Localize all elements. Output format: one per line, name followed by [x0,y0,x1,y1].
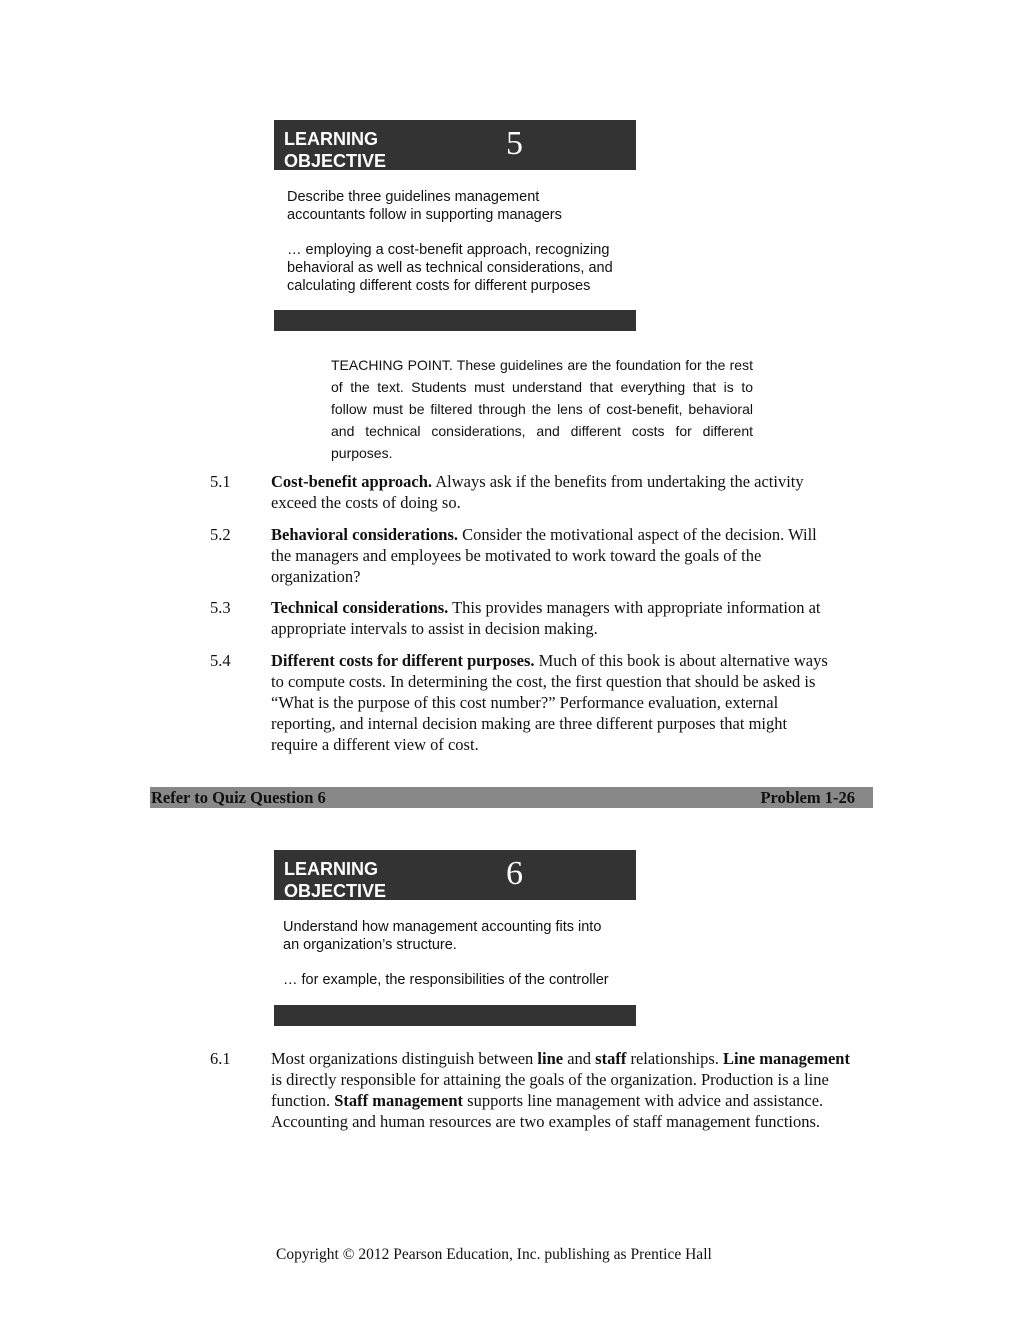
objective-footer-bar [274,1005,636,1026]
objective-header [274,850,636,900]
description-line: Understand how management accounting fits into [283,919,602,935]
item-text: Consider the motivational aspect of the decision. Will [458,525,817,544]
item-title: Different costs for different purposes. [271,651,535,670]
item-term: staff [595,1049,627,1068]
item-text: appropriate intervals to assist in decision making. [271,619,598,638]
objective-label [284,858,386,902]
problem-reference: Problem 1-26 [760,788,855,807]
objective-footer-bar [274,310,636,331]
objective-header [274,120,636,170]
item-text: the managers and employees be motivated to work toward the goals of the [271,546,762,565]
item-text: require a different view of cost. [271,735,479,754]
objective-description [274,170,636,295]
item-text: is directly responsible for attaining the goals of the organization. Production is a line function. [271,1070,829,1110]
item-number: 5.4 [210,651,231,670]
objective-label-line: LEARNING [284,859,378,879]
detail-line: calculating different costs for different purposes [287,278,591,294]
description-line: an organization’s structure. [283,937,457,953]
learning-objective-6 [274,850,636,989]
item-text: reporting, and internal decision making are three different purposes that might [271,714,788,733]
item-title: Cost-benefit approach. [271,472,433,491]
item-text: This provides managers with appropriate information at [448,598,821,617]
detail-line: behavioral as well as technical considerations, and [287,260,613,276]
objective-description [274,900,636,989]
item-title: Behavioral considerations. [271,525,459,544]
description-line: Describe three guidelines management [287,189,540,205]
item-number: 5.3 [210,598,231,617]
objective-label-line: LEARNING [284,129,378,149]
objective-label-line: OBJECTIVE [284,151,387,171]
detail-line: … employing a cost-benefit approach, recognizing [287,242,610,258]
item-number: 5.2 [210,525,231,544]
item-text: relationships. [626,1049,724,1068]
item-text: supports line management with advice and assistance. Accounting and human resources are two examples of staff management functions. [271,1091,824,1131]
objective-label-line: OBJECTIVE [284,881,387,901]
detail-line: … for example, the responsibilities of the controller [283,972,609,988]
objective-number: 6 [506,855,523,892]
list-item-5-4 [210,650,880,755]
item-text: exceed the costs of doing so. [271,493,461,512]
item-term: Line management [723,1049,850,1068]
learning-objective-5 [274,120,636,295]
item-text: Most organizations distinguish between [271,1049,538,1068]
item-text: and [563,1049,596,1068]
objective-label [284,128,386,172]
item-title: Technical considerations. [271,598,449,617]
list-item-5-2 [210,524,880,587]
quiz-reference: Refer to Quiz Question 6 [151,788,326,807]
item-number: 5.1 [210,472,231,491]
item-text: organization? [271,567,361,586]
list-item-6-1 [210,1048,870,1132]
item-text: Always ask if the benefits from undertaking the activity [432,472,804,491]
quiz-reference-bar [150,787,873,808]
item-text: “What is the purpose of this cost number?” Performance evaluation, external [271,693,779,712]
item-text: Much of this book is about alternative ways [534,651,828,670]
item-term: Staff management [334,1091,464,1110]
list-item-5-3 [210,597,880,639]
teaching-point: TEACHING POINT. These guidelines are the foundation for the rest of the text. Students must understand that everything that is to follow must be filtered through the lens of cost-benefit, behavioral and technical considerations, and different costs for different purposes. [331,357,753,461]
item-term: line [537,1049,564,1068]
item-text: to compute costs. In determining the cost, the first question that should be asked is [271,672,816,691]
list-item-5-1 [210,471,880,513]
copyright-footer: Copyright © 2012 Pearson Education, Inc. publishing as Prentice Hall [276,1246,712,1263]
item-number: 6.1 [210,1049,231,1068]
objective-number: 5 [506,125,523,162]
description-line: accountants follow in supporting managers [287,207,562,223]
